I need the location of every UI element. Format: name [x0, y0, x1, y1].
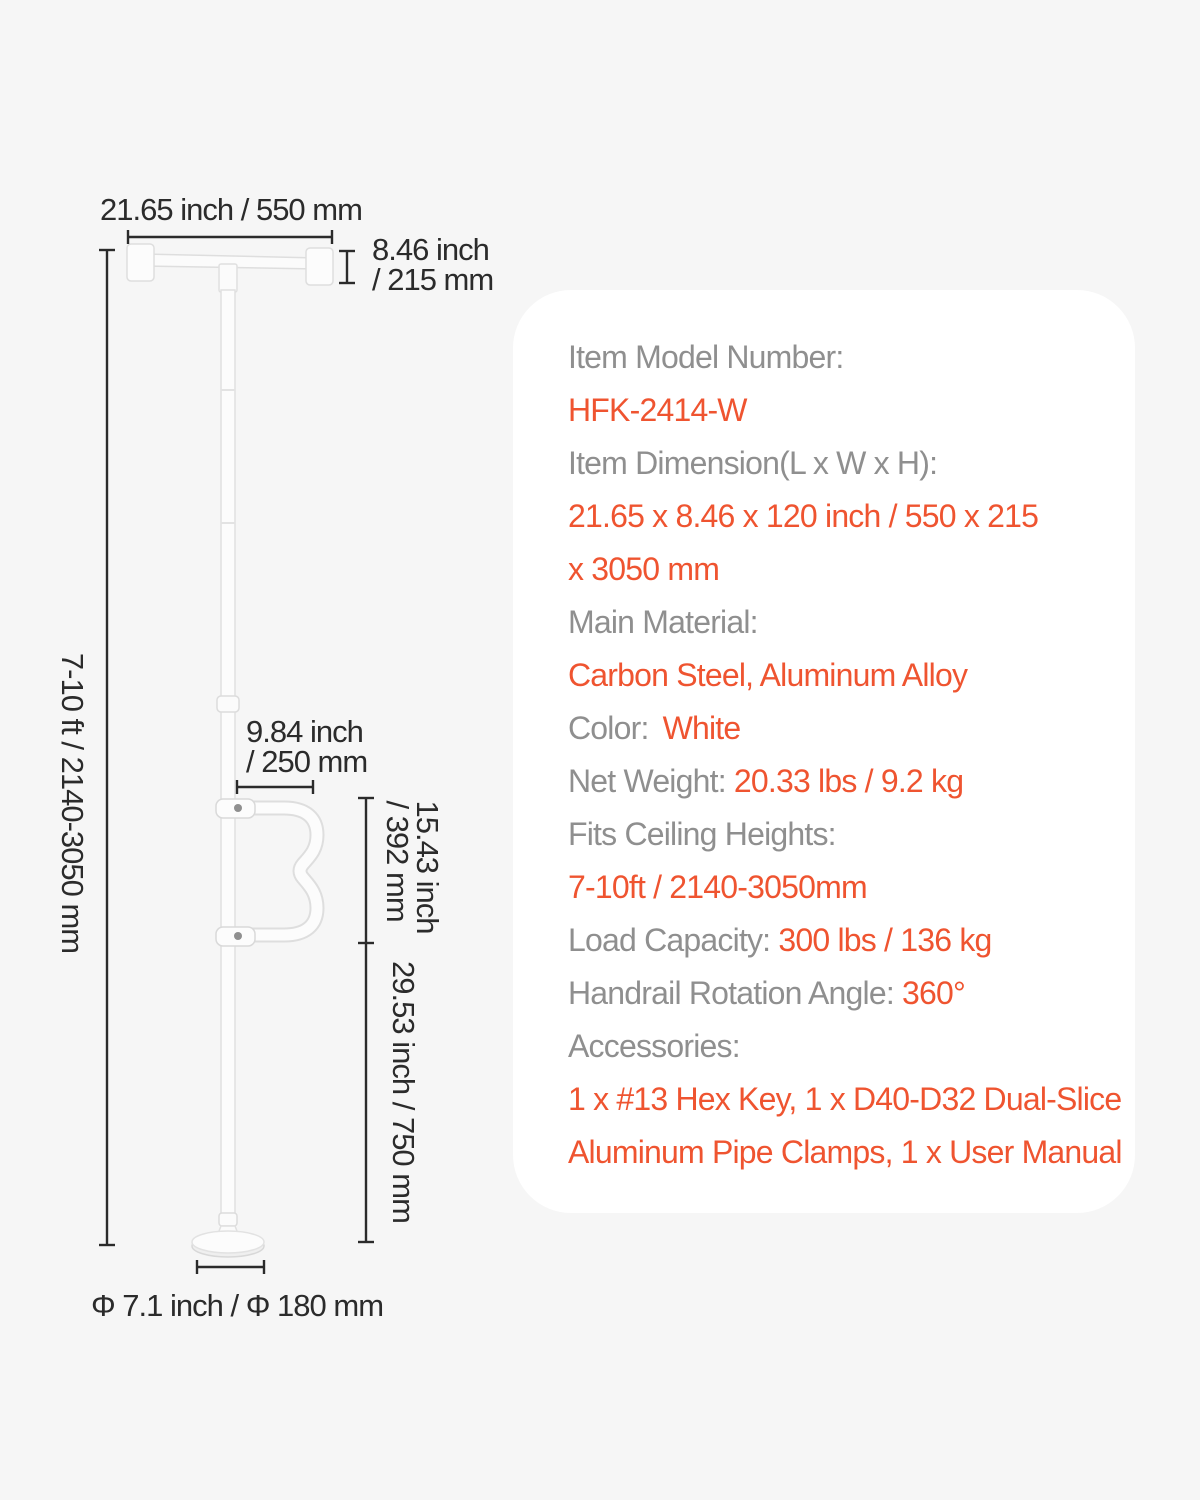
dim-label-top-width: 21.65 inch / 550 mm [100, 192, 362, 227]
spec-line-dimension-label [568, 437, 1105, 490]
spec-label: Net Weight: [568, 763, 734, 799]
spec-line-dimension-value2 [568, 543, 1105, 596]
ceiling-pad-right [306, 248, 333, 285]
dim-label-handle-reach-line1: 9.84 inch [246, 714, 363, 749]
spec-line-model-label [568, 331, 1105, 384]
base-disc [192, 1231, 264, 1253]
spec-line-accessories-value2 [568, 1126, 1122, 1179]
dim-label-handle-span-line2: / 392 mm [380, 800, 415, 922]
dim-top-width [128, 230, 332, 244]
spec-value: 21.65 x 8.46 x 120 inch / 550 x 215 [568, 498, 1039, 534]
dim-handle-reach [237, 780, 313, 794]
spec-line-model-value [568, 384, 1105, 437]
spec-value: 300 lbs / 136 kg [778, 922, 992, 958]
dim-base-diameter [197, 1260, 264, 1274]
dim-pole-height [99, 250, 115, 1245]
spec-panel [513, 290, 1135, 1213]
clamp-screw-bottom [234, 932, 242, 940]
spec-line-accessories-label [568, 1020, 1105, 1073]
dim-label-base-diameter: Φ 7.1 inch / Φ 180 mm [90, 1288, 384, 1323]
dim-label-bracket-depth-line1: 8.46 inch [372, 232, 489, 267]
spec-line-dimension-value1 [568, 490, 1105, 543]
spec-line-accessories-value1 [568, 1073, 1122, 1126]
spec-value: Carbon Steel, Aluminum Alloy [568, 657, 968, 693]
spec-label: Fits Ceiling Heights: [568, 816, 836, 852]
pole-top-stub [219, 264, 237, 292]
spec-value: Aluminum Pipe Clamps, 1 x User Manual [568, 1134, 1122, 1170]
spec-value: 7-10ft / 2140-3050mm [568, 869, 867, 905]
pole-bottom-ring [219, 1213, 237, 1226]
spec-value: x 3050 mm [568, 551, 720, 587]
spec-line-rotation [568, 967, 1105, 1020]
dim-label-handle-reach-line2: / 250 mm [246, 744, 368, 779]
spec-line-material-label [568, 596, 1105, 649]
spec-line-load [568, 914, 1105, 967]
spec-value: White [662, 710, 741, 746]
dim-label-handle-reach [246, 714, 368, 779]
dim-right-sections [358, 798, 374, 1242]
spec-line-material-value [568, 649, 1105, 702]
spec-label: Accessories: [568, 1028, 740, 1064]
dim-label-bracket-depth [372, 232, 494, 297]
handrail-outline [252, 808, 317, 935]
spec-label: Load Capacity: [568, 922, 779, 958]
spec-value: 360° [902, 975, 966, 1011]
spec-value: 20.33 lbs / 9.2 kg [733, 763, 964, 799]
spec-line-ceiling-value [568, 861, 1105, 914]
spec-label: Main Material: [568, 604, 758, 640]
pole-shaft [221, 290, 235, 1236]
dim-label-pole-height: 7-10 ft / 2140-3050 mm [55, 652, 90, 954]
dim-label-lower-section: 29.53 inch / 750 mm [386, 961, 421, 1223]
spec-line-weight [568, 755, 1105, 808]
dim-label-handle-span-line1: 15.43 inch [410, 800, 445, 934]
spec-line-color [568, 702, 1105, 755]
spec-line-ceiling-label [568, 808, 1105, 861]
spec-value: HFK-2414-W [568, 392, 747, 428]
dim-label-bracket-depth-line2: / 215 mm [372, 262, 494, 297]
clamp-screw-top [234, 804, 242, 812]
pole-collar [217, 696, 239, 712]
spec-label: Item Dimension(L x W x H): [568, 445, 938, 481]
spec-value: 1 x #13 Hex Key, 1 x D40-D32 Dual-Slice [568, 1081, 1122, 1117]
spec-label: Handrail Rotation Angle: [568, 975, 903, 1011]
spec-label: Item Model Number: [568, 339, 844, 375]
ceiling-pad-left [127, 244, 154, 281]
spec-label: Color: [568, 710, 649, 746]
dim-label-handle-span [380, 800, 445, 934]
dim-bracket-depth [339, 251, 355, 283]
